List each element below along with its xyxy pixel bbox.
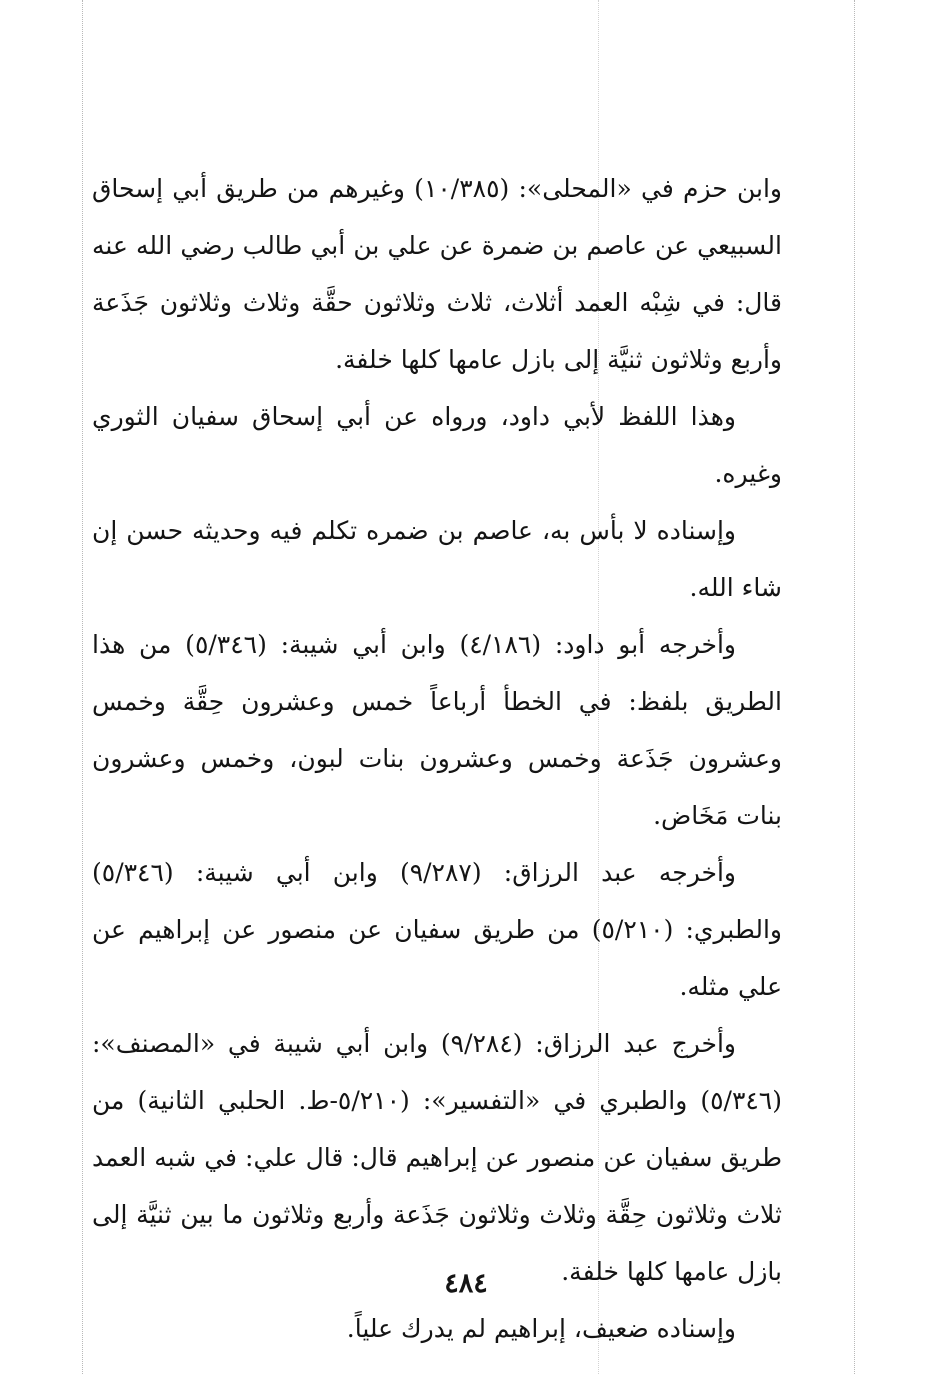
paragraph: وهذا اللفظ لأبي داود، ورواه عن أبي إسحاق سفيان الثوري وغيره. [92, 402, 782, 488]
margin-guide-right [854, 0, 855, 1374]
paragraph: وإسناده لا بأس به، عاصم بن ضمره تكلم فيه وحديثه حسن إن شاء الله. [92, 516, 782, 602]
page-number: ٤٨٤ [444, 1268, 488, 1299]
margin-guide-left [82, 0, 83, 1374]
paragraph: وأخرجه أبو داود: (٤/١٨٦) وابن أبي شيبة: (٥/٣٤٦) من هذا الطريق بلفظ: في الخطأ أرباعاً خمس وعشرون حِقَّة وخمس وعشرون جَذَعة وخمس وعشرون بنات لبون، وخمس وعشرون بنات مَخَاض. [92, 630, 782, 830]
paragraph-continuation: وابن حزم في «المحلى»: (١٠/٣٨٥) وغيرهم من طريق أبي إسحاق السبيعي عن عاصم بن ضمرة عن علي بن أبي طالب رضي الله عنه قال: في شِبْه العمد أثلاث، ثلاث وثلاثون حقَّة وثلاث وثلاثون جَذَعة وأربع وثلاثون ثنيَّة إلى بازل عامها كلها خلفة. [92, 174, 782, 374]
paragraph: وأخرج عبد الرزاق: (٩/٢٨٤) وابن أبي شيبة في «المصنف»: (٥/٣٤٦) والطبري في «التفسير»: (٥/٢١٠-ط. الحلبي الثانية) من طريق سفيان عن منصور عن إبراهيم قال: قال علي: في شبه العمد ثلاث وثلاثون حِقَّة وثلاث وثلاثون جَذَعة وأربع وثلاثون ما بين ثنيَّة إلى بازل عامها كلها خلفة. [92, 1029, 782, 1286]
paragraph: وإسناده ضعيف، إبراهيم لم يدرك علياً. [346, 1314, 736, 1343]
page-body [92, 160, 782, 1357]
paragraph: وأخرجه عبد الرزاق: (٩/٢٨٧) وابن أبي شيبة: (٥/٣٤٦) والطبري: (٥/٢١٠) من طريق سفيان عن منصور عن إبراهيم عن علي مثله. [92, 858, 782, 1001]
